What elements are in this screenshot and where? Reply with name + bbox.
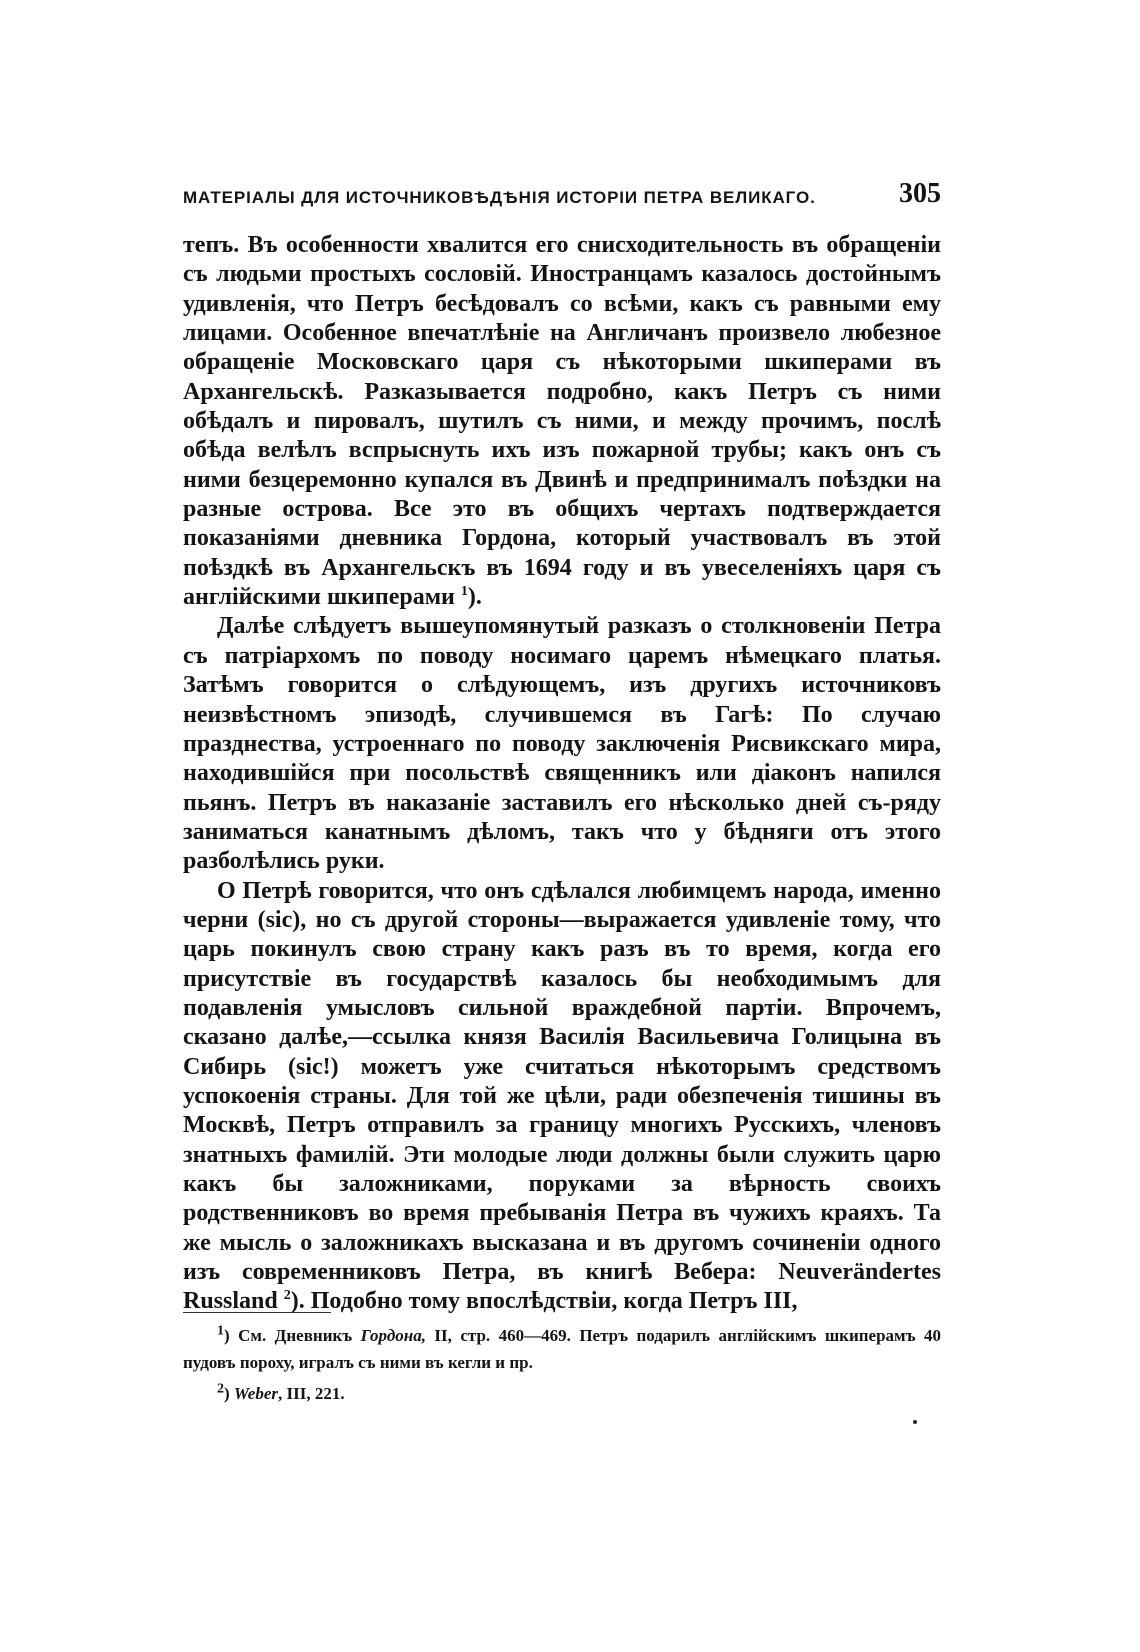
paragraph-2 (183, 612, 941, 876)
paragraph-3-tail: ). Подобно тому впослѣдствіи, когда Петръ III, (290, 1288, 798, 1315)
footnotes (183, 1322, 941, 1407)
main-text (183, 231, 941, 1317)
footnote-1 (183, 1322, 941, 1376)
footnote-1-prefix: ) См. Дневникъ (224, 1326, 361, 1345)
paragraph-3 (183, 877, 941, 1317)
footnote-2-text: , III, 221. (277, 1384, 345, 1403)
footnote-separator (183, 1312, 331, 1313)
footnote-1-text: II, стр. 460—469. Петръ подарилъ англійскимъ шкиперамъ 40 пудовъ пороху, игралъ съ ними въ кегли и пр. (183, 1326, 941, 1372)
paragraph-1-text: тепъ. Въ особенности хвалится его снисходительность въ обращеніи съ людьми простыхъ сословій. Иностранцамъ казалось достойнымъ удивленія, что Петръ бесѣдовалъ со всѣми, какъ съ равными ему лицами. Особенное впечатлѣніе на Англичанъ произвело любезное обращеніе Московскаго царя съ нѣкоторыми шкиперами въ Архангельскѣ. Разказывается подробно, какъ Петръ съ ними обѣдалъ и пировалъ, шутилъ съ ними, и между прочимъ, послѣ обѣда велѣлъ вспрыснуть ихъ изъ пожарной трубы; какъ онъ съ ними безцеремонно купался въ Двинѣ и предпринималъ поѣздки на разные острова. Все это въ общихъ чертахъ подтверждается показаніями дневника Гордона, который участвовалъ въ этой поѣздкѣ въ Архангельскъ въ 1694 году и въ увеселеніяхъ царя съ англійскими шкиперами (183, 232, 941, 611)
footnote-ref-1[interactable]: 1 (460, 584, 468, 600)
footnote-2-prefix: ) (224, 1384, 234, 1403)
footnote-2-mark: 2 (217, 1381, 224, 1397)
paragraph-2-text: Далѣе слѣдуетъ вышеупомянутый разказъ о столкновеніи Петра съ патріархомъ по поводу носимаго царемъ нѣмецкаго платья. Затѣмъ говорится о слѣдующемъ, изъ другихъ источниковъ неизвѣстномъ эпизодѣ, случившемся въ Гагѣ: По случаю празднества, устроеннаго по поводу заключенія Рисвикскаго мира, находившійся при посольствѣ священникъ или діаконъ напился пьянъ. Петръ въ наказаніе заставилъ его нѣсколько дней съ-ряду заниматься канатнымъ дѣломъ, такъ что у бѣдняги отъ этого разболѣлись руки. (183, 613, 941, 875)
paragraph-1 (183, 231, 941, 612)
footnote-1-italic: Гордона, (360, 1326, 426, 1345)
page-number: 305 (899, 178, 941, 209)
footnote-2 (183, 1380, 941, 1407)
footnote-2-italic: Weber (233, 1384, 278, 1403)
footnote-1-mark: 1 (217, 1323, 224, 1339)
paragraph-3-text: О Петрѣ говорится, что онъ сдѣлался любимцемъ народа, именно черни (sic), но съ другой стороны—выражается удивленіе тому, что царь покинулъ свою страну какъ разъ въ то время, когда его присутствіе въ государствѣ казалось бы необходимымъ для подавленія умысловъ сильной враждебной партіи. Впрочемъ, сказано далѣе,—ссылка князя Василія Васильевича Голицына въ Сибирь (sic!) можетъ уже считаться нѣкоторымъ средствомъ успокоенія страны. Для той же цѣли, ради обезпеченія тишины въ Москвѣ, Петръ отправилъ за границу многихъ Русскихъ, членовъ знатныхъ фамилій. Эти молодые люди должны были служить царю какъ бы заложниками, поруками за вѣрность своихъ родственниковъ во время пребыванія Петра въ чужихъ краяхъ. Та же мысль о заложникахъ высказана и въ другомъ сочиненіи одного изъ современниковъ Петра, въ книгѣ Вебера: Neuverändertes Russland (183, 877, 941, 1315)
page-header (183, 178, 941, 218)
scan-speck (913, 1420, 917, 1424)
running-title: МАТЕРІАЛЫ ДЛЯ ИСТОЧНИКОВѢДѢНІЯ ИСТОРІИ ПЕТРА ВЕЛИКАГО. (183, 188, 816, 207)
footnote-ref-2[interactable]: 2 (283, 1288, 291, 1304)
paragraph-1-tail: ). (467, 584, 482, 611)
